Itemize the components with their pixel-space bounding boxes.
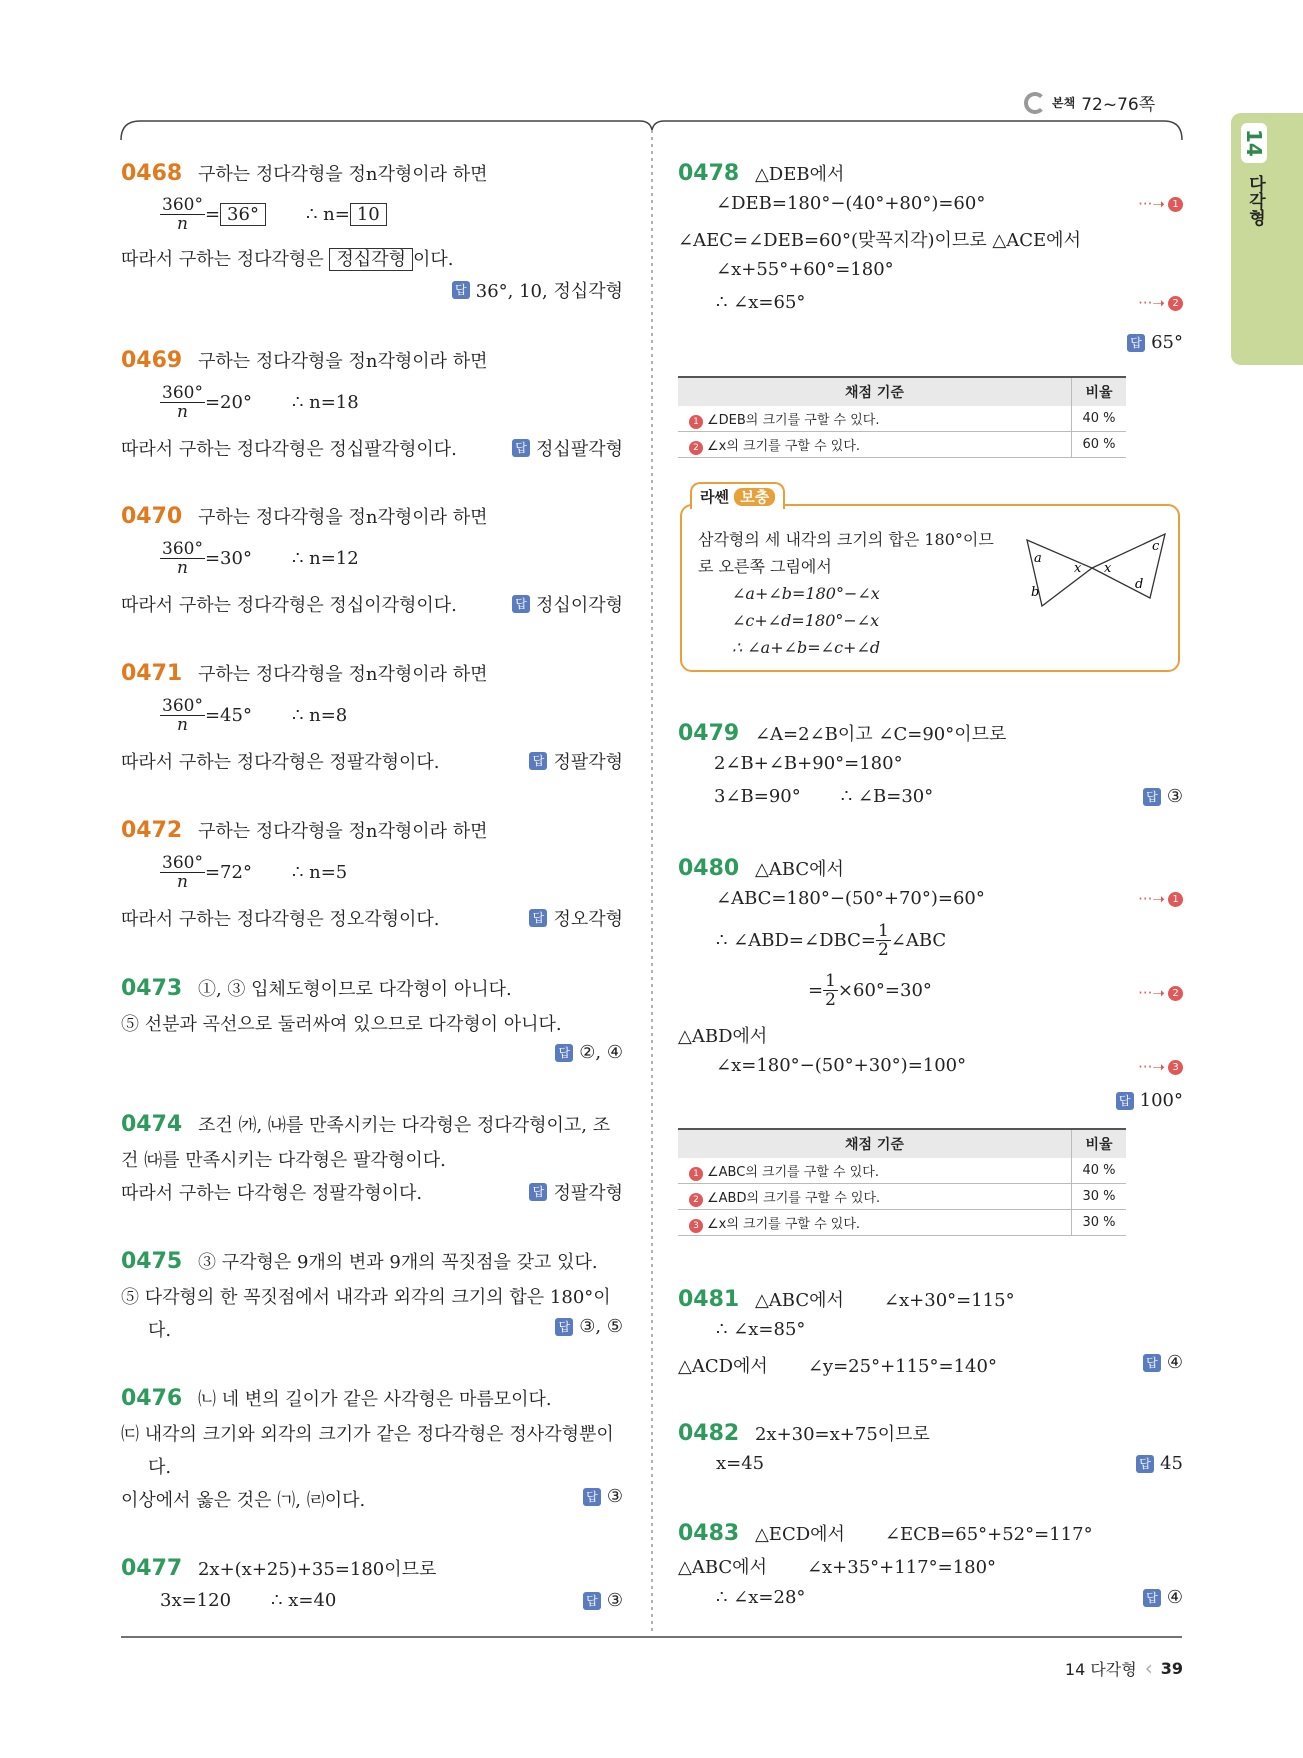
text-0474b: 따라서 구하는 다각형은 정팔각형이다.: [121, 1183, 423, 1204]
text-0482: x=45: [716, 1453, 765, 1474]
step-marker: ···➝ 1: [1138, 890, 1183, 908]
problem-number: 0475: [121, 1249, 183, 1274]
problem-number: 0479: [678, 721, 740, 746]
text-0469: 따라서 구하는 정다각형은 정십팔각형이다.: [121, 439, 457, 460]
answer-0470: 답 정십이각형: [512, 591, 623, 617]
answer-0477: 답 ③: [583, 1590, 623, 1611]
text-0477: 3x=120 ∴ x=40: [160, 1590, 337, 1611]
problem-0480: 0480 △ABC에서: [678, 856, 844, 881]
eq-0470: $\frac{360^\circ}{n}$ =30° ∴ n=12: [162, 539, 359, 578]
fraction: $\frac{360^\circ}{n}$: [162, 195, 203, 234]
text-0479a: 2∠B+∠B+90°=180°: [714, 753, 903, 774]
step-marker: ···➝ 2: [1138, 984, 1183, 1002]
text-0481b: △ACD에서 ∠y=25°+115°=140°: [678, 1356, 997, 1377]
answer-icon: 답: [583, 1488, 601, 1506]
text-0479b: 3∠B=90° ∴ ∠B=30°: [714, 786, 934, 807]
text-0476c: 이상에서 옳은 것은 ㈀, ㈃이다.: [121, 1490, 366, 1511]
answer-0473: 답 ②, ④: [555, 1042, 623, 1063]
book-label: 본책: [1052, 96, 1076, 110]
answer-icon: 답: [452, 281, 470, 299]
eq-0469: $\frac{360^\circ}{n}$ =20° ∴ n=18: [162, 383, 359, 422]
text-0478c: ∠x+55°+60°=180°: [716, 259, 894, 280]
answer-0481: 답 ④: [1143, 1352, 1183, 1373]
text-0475b: 다.: [148, 1320, 172, 1341]
answer-0480: 답 100°: [1116, 1090, 1183, 1111]
text-0480e: ∠x=180°−(50°+30°)=100°: [716, 1055, 967, 1076]
text-0483b: ∴ ∠x=28°: [716, 1587, 806, 1608]
text-0478b: ∠AEC=∠DEB=60°(맞꼭지각)이므로 △ACE에서: [678, 230, 1081, 251]
problem-0475: 0475 ③ 구각형은 9개의 변과 9개의 꼭짓점을 갖고 있다.: [121, 1249, 598, 1274]
text-0470: 따라서 구하는 정다각형은 정십이각형이다.: [121, 595, 457, 616]
text-0474a: 건 ㈐를 만족시키는 다각형은 팔각형이다.: [121, 1150, 446, 1171]
text-0475a: ⑤ 다각형의 한 꼭짓점에서 내각과 외각의 크기의 합은 180°이: [121, 1287, 611, 1308]
fraction: $\frac{360^\circ}{n}$: [162, 383, 203, 422]
text-0480b: ∴ ∠ABD=∠DBC= $\frac{1}{2}$ ∠ABC: [716, 921, 947, 960]
text-0480a: ∠ABC=180°−(50°+70°)=60°: [716, 888, 985, 909]
text-0480c: = $\frac{1}{2}$ ×60°=30°: [808, 971, 932, 1010]
step-marker: ···➝ 2: [1138, 294, 1183, 312]
text-0471: 따라서 구하는 정다각형은 정팔각형이다.: [121, 752, 440, 773]
answer-icon: 답: [512, 595, 530, 613]
answer-0479: 답 ③: [1143, 786, 1183, 807]
answer-0469: 답 정십팔각형: [512, 435, 623, 461]
answer-0476: 답 ③: [583, 1486, 623, 1507]
problem-0469: 0469 구하는 정다각형을 정n각형이라 하면: [121, 348, 488, 373]
answer-icon: 답: [1143, 788, 1161, 806]
chapter-title: 다각형: [1245, 175, 1265, 226]
step-marker: ···➝ 1: [1138, 195, 1183, 213]
svg-text:x: x: [1104, 561, 1112, 576]
problem-0483: 0483 △ECD에서 ∠ECB=65°+52°=117°: [678, 1521, 1093, 1546]
problem-0477: 0477 2x+(x+25)+35=180이므로: [121, 1556, 437, 1581]
svg-text:d: d: [1135, 577, 1144, 592]
text-0472: 따라서 구하는 정다각형은 정오각형이다.: [121, 909, 440, 930]
problem-0482: 0482 2x+30=x+75이므로: [678, 1421, 930, 1446]
problem-number: 0480: [678, 856, 740, 881]
problem-0468: [121, 160, 488, 186]
problem-0470: 0470 구하는 정다각형을 정n각형이라 하면: [121, 504, 488, 529]
problem-number: 0476: [121, 1386, 183, 1411]
problem-number: 0483: [678, 1521, 740, 1546]
problem-number: 0469: [121, 348, 183, 373]
text-0478d: ∴ ∠x=65°: [716, 292, 806, 313]
problem-number: 0481: [678, 1287, 740, 1312]
note-tag: 라쎈 보충: [690, 482, 785, 509]
text-0473: ⑤ 선분과 곡선으로 둘러싸여 있으므로 다각형이 아니다.: [121, 1014, 562, 1035]
problem-0474: 0474 조건 ㈎, ㈏를 만족시키는 다각형은 정다각형이고, 조: [121, 1112, 611, 1137]
problem-number: 0477: [121, 1556, 183, 1581]
problem-number: 0472: [121, 818, 183, 843]
step-marker: ···➝ 3: [1138, 1058, 1183, 1076]
answer-icon: 답: [1136, 1455, 1154, 1473]
answer-icon: 답: [1116, 1092, 1134, 1110]
fraction: $\frac{1}{2}$: [877, 921, 889, 960]
fraction: $\frac{360^\circ}{n}$: [162, 853, 203, 892]
answer-0474: 답 정팔각형: [529, 1179, 623, 1205]
problem-0478: 0478 △DEB에서: [678, 161, 845, 186]
blank-box: 36°: [220, 203, 266, 226]
answer-0482: 답 45: [1136, 1453, 1183, 1474]
eq-0468: $\frac{360^\circ}{n}$ = 36° ∴ n= 10: [160, 196, 387, 233]
problem-number: 0478: [678, 161, 740, 186]
text-0483a: △ABC에서 ∠x+35°+117°=180°: [678, 1557, 997, 1578]
eq-0471: $\frac{360^\circ}{n}$ =45° ∴ n=8: [162, 696, 348, 735]
blank-box: 정십각형: [329, 248, 413, 271]
answer-icon: 답: [529, 909, 547, 927]
problem-number: 0468: [121, 161, 183, 186]
text-0481a: ∴ ∠x=85°: [716, 1319, 806, 1340]
answer-icon: 답: [555, 1318, 573, 1336]
fraction: $\frac{360^\circ}{n}$: [162, 696, 203, 735]
answer-0472: 답 정오각형: [529, 905, 623, 931]
answer-0471: 답 정팔각형: [529, 748, 623, 774]
problem-number: 0470: [121, 504, 183, 529]
answer-icon: 답: [1143, 1354, 1161, 1372]
svg-text:b: b: [1031, 585, 1040, 600]
supplement-note: [680, 488, 1180, 672]
blank-box: 10: [350, 203, 387, 226]
text-0478a: ∠DEB=180°−(40°+80°)=60°: [716, 193, 986, 214]
fraction: $\frac{360^\circ}{n}$: [162, 539, 203, 578]
problem-number: 0471: [121, 661, 183, 686]
answer-0478: 답 65°: [1127, 332, 1183, 353]
problem-number: 0474: [121, 1112, 183, 1137]
page-number: 39: [1160, 1658, 1183, 1678]
chapter-num: 14: [1241, 123, 1267, 163]
svg-text:a: a: [1034, 551, 1042, 566]
text-0476a: ㈂ 내각의 크기와 외각의 크기가 같은 정다각형은 정사각형뿐이: [121, 1424, 614, 1445]
problem-0472: 0472 구하는 정다각형을 정n각형이라 하면: [121, 818, 488, 843]
footer: [1065, 1656, 1183, 1680]
note-text: 삼각형의 세 내각의 크기의 합은 180°이므 로 오른쪽 그림에서 ∠a+∠b=180°−∠x ∠c+∠d=180°−∠x ∴ ∠a+∠b=∠c+∠d: [698, 530, 994, 657]
answer-icon: 답: [529, 1183, 547, 1201]
problem-number: 0473: [121, 976, 183, 1001]
problem-0471: 0471 구하는 정다각형을 정n각형이라 하면: [121, 661, 488, 686]
text-0476b: 다.: [148, 1457, 172, 1478]
problem-0481: 0481 △ABC에서 ∠x+30°=115°: [678, 1287, 1015, 1312]
svg-text:c: c: [1152, 539, 1160, 554]
bowtie-triangles-figure: [1022, 528, 1172, 610]
answer-0475: 답 ③, ⑤: [555, 1316, 623, 1337]
answer-0468: 답 36°, 10, 정십각형: [452, 277, 623, 303]
answer-0483: 답 ④: [1143, 1587, 1183, 1608]
answer-icon: 답: [583, 1592, 601, 1610]
answer-icon: 답: [529, 752, 547, 770]
answer-icon: 답: [1127, 334, 1145, 352]
answer-icon: 답: [512, 439, 530, 457]
problem-text: 구하는 정다각형을 정n각형이라 하면: [197, 164, 488, 185]
footer-chapter: 14 다각형: [1064, 1659, 1137, 1679]
grading-table-0480: 채점 기준 비율 1 ∠ABC의 크기를 구할 수 있다. 40 % 2 ∠ABD의 크기를 구할 수 있다. 30 % 3 ∠x의 크기를 구할 수 있다. 30 %: [678, 1128, 1126, 1236]
page-range: 72~76쪽: [1081, 95, 1156, 115]
problem-number: 0482: [678, 1421, 740, 1446]
chevron-left-icon: ‹: [1144, 1656, 1153, 1680]
problem-0473: 0473 ①, ③ 입체도형이므로 다각형이 아니다.: [121, 976, 512, 1001]
problem-0479: 0479 ∠A=2∠B이고 ∠C=90°이므로: [678, 721, 1007, 746]
svg-text:x: x: [1074, 561, 1082, 576]
fraction: $\frac{1}{2}$: [825, 971, 836, 1010]
eq-0472: $\frac{360^\circ}{n}$ =72° ∴ n=5: [162, 853, 348, 892]
grading-table-0478: 채점 기준 비율 1 ∠DEB의 크기를 구할 수 있다. 40 % 2 ∠x의 크기를 구할 수 있다. 60 %: [678, 376, 1126, 458]
problem-0476: 0476 ㈁ 네 변의 길이가 같은 사각형은 마름모이다.: [121, 1386, 552, 1411]
text-0468: 따라서 구하는 정다각형은 정십각형 이다.: [121, 249, 454, 270]
text-0480d: △ABD에서: [678, 1026, 768, 1047]
answer-icon: 답: [1143, 1589, 1161, 1607]
answer-icon: 답: [555, 1044, 573, 1062]
